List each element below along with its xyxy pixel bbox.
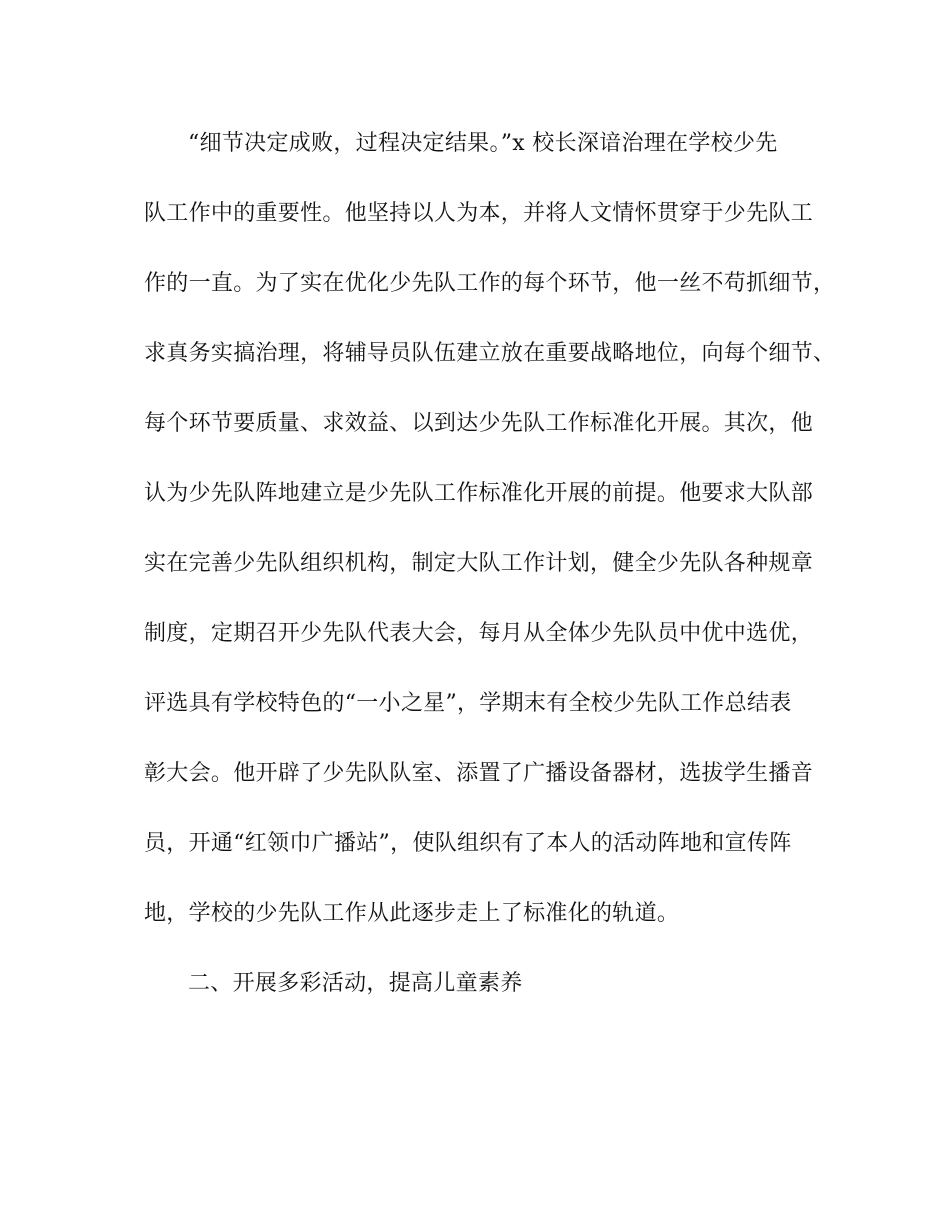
paragraph-line-6: 认为少先队阵地建立是少先队工作标准化开展的前提。他要求大队部: [144, 481, 814, 506]
paragraph-line-8: 制度，定期召开少先队代表大会，每月从全体少先队员中优中选优，: [144, 621, 814, 646]
paragraph-line-10: 彰大会。他开辟了少先队队室、添置了广播设备器材，选拔学生播音: [144, 761, 814, 786]
paragraph-line-5: 每个环节要质量、求效益、以到达少先队工作标准化开展。其次，他: [144, 411, 814, 436]
section-heading: 二、开展多彩活动，提高儿童素养: [188, 971, 523, 996]
paragraph-line-9: 评选具有学校特色的“一小之星”，学期末有全校少先队工作总结表: [144, 691, 792, 716]
paragraph-line-12: 地，学校的少先队工作从此逐步走上了标准化的轨道。: [144, 901, 680, 926]
paragraph-line-2: 队工作中的重要性。他坚持以人为本，并将人文情怀贯穿于少先队工: [144, 201, 814, 226]
paragraph-line-1: “细节决定成败，过程决定结果。”x 校长深谙治理在学校少先: [188, 131, 778, 156]
paragraph-line-7: 实在完善少先队组织机构，制定大队工作计划，健全少先队各种规章: [144, 551, 814, 576]
paragraph-line-11: 员，开通“红领巾广播站”，使队组织有了本人的活动阵地和宣传阵: [144, 831, 792, 856]
paragraph-line-3: 作的一直。为了实在优化少先队工作的每个环节，他一丝不苟抓细节，: [144, 271, 836, 296]
paragraph-line-4: 求真务实搞治理，将辅导员队伍建立放在重要战略地位，向每个细节、: [144, 341, 836, 366]
